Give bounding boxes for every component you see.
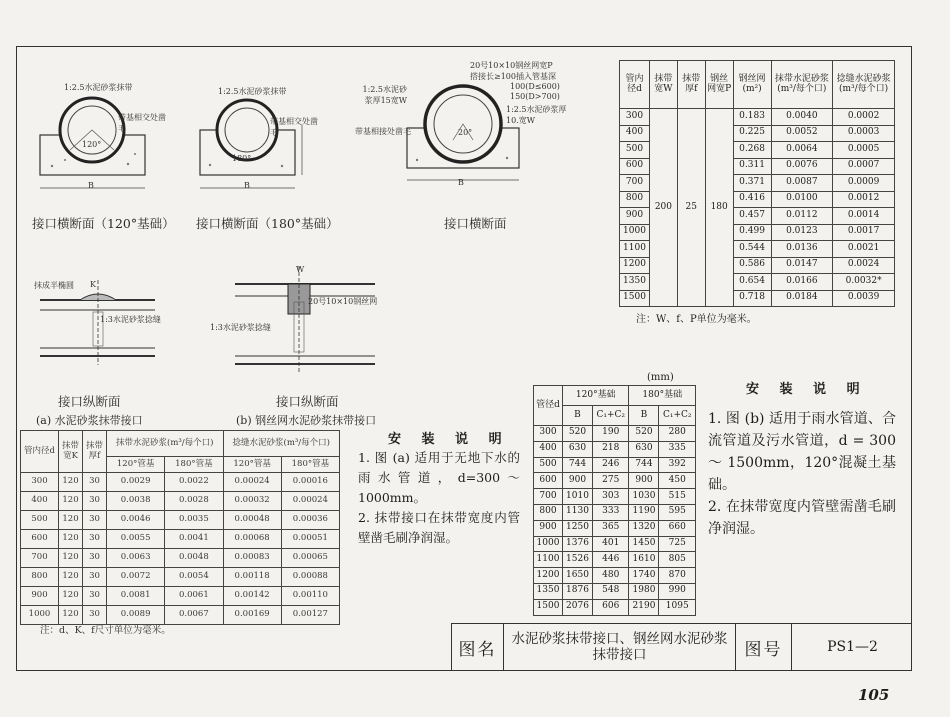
cell: 400	[534, 441, 563, 457]
cell-mesh: 0.416	[733, 191, 771, 208]
cell-mesh: 0.718	[733, 290, 771, 307]
cell: 660	[659, 520, 696, 536]
title-block-code-label: 图号	[736, 624, 792, 670]
cell-fill: 0.0003	[833, 125, 895, 142]
cell-d: 500	[620, 142, 650, 159]
cell: 120	[59, 492, 83, 511]
cell: 0.0055	[107, 530, 165, 549]
label-chisel-2: 带基相交处凿毛	[270, 117, 318, 137]
cell: 0.0035	[165, 511, 223, 530]
cell: 1650	[563, 568, 593, 584]
cell: 1000	[534, 536, 563, 552]
cell: 700	[534, 489, 563, 505]
cell-d: 900	[620, 208, 650, 225]
instructions-right-p1: 1. 图 (b) 适用于雨水管道、合流管道及污水管道，d = 300 ～ 1500mm，120°混凝土基础。	[708, 411, 896, 493]
cell: 630	[629, 441, 659, 457]
th-mesh: 钢丝网(m²)	[733, 61, 771, 109]
cross-section-180-drawing	[190, 80, 320, 200]
table-row	[534, 599, 696, 615]
cell-fill: 0.0021	[833, 241, 895, 258]
cell: 2076	[563, 599, 593, 615]
instructions-right-title: 安 装 说 明	[746, 382, 868, 397]
cell-band: 0.0112	[771, 208, 833, 225]
cell: 0.0028	[165, 492, 223, 511]
cell-mesh: 0.183	[733, 109, 771, 126]
cell-fill: 0.0039	[833, 290, 895, 307]
th-mid-120: 120°基础	[563, 386, 629, 406]
table-row	[21, 549, 340, 568]
label-b-1: B	[88, 181, 94, 190]
cell-band: 0.0064	[771, 142, 833, 159]
table-mid-unit: (mm)	[647, 372, 674, 383]
cell: 1740	[629, 568, 659, 584]
cell-shared-f: 25	[677, 109, 705, 307]
instructions-left-p1: 1. 图 (a) 适用于无地下水的雨水管道，d=300～1000mm。	[358, 450, 520, 505]
label-mesh-insert: 搭接长≥100插入管基深	[470, 72, 556, 81]
th-w: 抹带宽W	[649, 61, 677, 109]
label-mesh-top: 20号10×10钢丝网宽P	[470, 61, 553, 70]
cell: 0.00118	[223, 568, 281, 587]
cell: 0.00048	[223, 511, 281, 530]
cell-d: 1200	[620, 257, 650, 274]
cell-d: 1000	[620, 224, 650, 241]
table-row	[534, 568, 696, 584]
cell: 1450	[629, 536, 659, 552]
cell-band: 0.0087	[771, 175, 833, 192]
cell: 120	[59, 587, 83, 606]
cell: 700	[21, 549, 59, 568]
table-row	[21, 492, 340, 511]
instructions-right-p2: 2. 在抹带宽度内管壁需凿毛刷净润湿。	[708, 499, 896, 537]
base-dimension-table	[533, 385, 696, 616]
cell-mesh: 0.499	[733, 224, 771, 241]
cell-d: 600	[620, 158, 650, 175]
table-row	[534, 473, 696, 489]
cell: 300	[534, 426, 563, 442]
cell-mesh: 0.654	[733, 274, 771, 291]
cell-d: 1500	[620, 290, 650, 307]
th-f: 抹带厚f	[677, 61, 705, 109]
cell: 246	[592, 457, 629, 473]
cell: 446	[592, 552, 629, 568]
title-block-code: PS1—2	[827, 639, 878, 655]
cell: 0.00032	[223, 492, 281, 511]
cell: 0.0067	[165, 606, 223, 625]
cell-band: 0.0123	[771, 224, 833, 241]
label-mesh-d1: 100(D≤600)	[510, 82, 560, 91]
th-mid-c1: C₁+C₂	[592, 406, 629, 426]
th-left-b180a: 180°管基	[165, 457, 223, 473]
cell: 600	[21, 530, 59, 549]
cell-mesh: 0.586	[733, 257, 771, 274]
mortar-joint-table-body	[21, 473, 340, 625]
cell: 480	[592, 568, 629, 584]
th-mid-c2: C₁+C₂	[659, 406, 696, 426]
cell: 1200	[534, 568, 563, 584]
cell: 365	[592, 520, 629, 536]
table-row	[21, 587, 340, 606]
cell: 900	[534, 520, 563, 536]
cell: 30	[83, 530, 107, 549]
cell: 275	[592, 473, 629, 489]
label-w: W	[296, 265, 305, 274]
caption-cross-section-120: 接口横断面（120°基础）	[32, 216, 175, 231]
cell: 392	[659, 457, 696, 473]
th-mid-d: 管径d	[534, 386, 563, 426]
caption-longitudinal-b: 接口纵断面	[276, 394, 339, 409]
table-row	[534, 426, 696, 442]
cell: 800	[534, 504, 563, 520]
table-row	[21, 473, 340, 492]
cell: 1350	[534, 583, 563, 599]
cell: 1190	[629, 504, 659, 520]
label-angle-20: 20°	[458, 128, 473, 137]
cell: 0.0038	[107, 492, 165, 511]
cell: 30	[83, 492, 107, 511]
cell-d: 800	[620, 191, 650, 208]
label-angle-120: 120°	[82, 140, 102, 149]
cell: 280	[659, 426, 696, 442]
label-mortar-band-2: 1:2.5水泥砂浆抹带	[218, 87, 287, 96]
cell-fill: 0.0009	[833, 175, 895, 192]
mesh-joint-table-body	[620, 109, 895, 307]
cell-band: 0.0076	[771, 158, 833, 175]
th-band: 抹带水泥砂浆(m³/每个口)	[771, 61, 833, 109]
th-left-band: 抹带水泥砂浆(m³/每个口)	[107, 431, 224, 457]
table-row	[534, 441, 696, 457]
table-row	[534, 583, 696, 599]
th-left-f: 抹带厚f	[83, 431, 107, 473]
cell-mesh: 0.268	[733, 142, 771, 159]
cell: 218	[592, 441, 629, 457]
cell: 800	[21, 568, 59, 587]
label-mortar-10: 1:2.5水泥砂浆厚10.宽W	[506, 105, 567, 125]
label-mortar-fill-2: 1:3水泥砂浆捻缝	[210, 323, 271, 332]
cell: 0.00016	[281, 473, 339, 492]
cell: 300	[21, 473, 59, 492]
cell: 1000	[21, 606, 59, 625]
th-left-b120b: 120°管基	[223, 457, 281, 473]
th-left-b180b: 180°管基	[281, 457, 339, 473]
cell: 0.00024	[281, 492, 339, 511]
cell: 1320	[629, 520, 659, 536]
cell: 0.0054	[165, 568, 223, 587]
th-left-k: 抹带宽K	[59, 431, 83, 473]
cell: 725	[659, 536, 696, 552]
cell: 120	[59, 568, 83, 587]
th-p: 钢丝网宽P	[705, 61, 733, 109]
cell: 303	[592, 489, 629, 505]
table-left-note: 注：d、K、f尺寸单位为毫米。	[40, 625, 171, 636]
cell-d: 1350	[620, 274, 650, 291]
th-mid-b1: B	[563, 406, 593, 426]
cell-shared-p: 180	[705, 109, 733, 307]
table-row	[21, 568, 340, 587]
longitudinal-b-drawing	[230, 262, 380, 377]
cell: 30	[83, 473, 107, 492]
th-left-fill: 捻缝水泥砂浆(m³/每个口)	[223, 431, 340, 457]
cell: 0.00036	[281, 511, 339, 530]
th-d: 管内径d	[620, 61, 650, 109]
cell: 30	[83, 587, 107, 606]
cell: 0.00110	[281, 587, 339, 606]
cell: 1876	[563, 583, 593, 599]
instructions-right-body	[708, 408, 896, 540]
cell: 1100	[534, 552, 563, 568]
cell-shared-w: 200	[649, 109, 677, 307]
cell-mesh: 0.311	[733, 158, 771, 175]
cell: 30	[83, 511, 107, 530]
th-mid-180: 180°基础	[629, 386, 696, 406]
cell-fill: 0.0014	[833, 208, 895, 225]
cell-band: 0.0147	[771, 257, 833, 274]
cell: 500	[21, 511, 59, 530]
cell: 744	[629, 457, 659, 473]
cell: 630	[563, 441, 593, 457]
title-block	[451, 623, 912, 671]
cell: 600	[534, 473, 563, 489]
table-row	[534, 552, 696, 568]
cell: 0.0046	[107, 511, 165, 530]
label-semicircle: 抹成半椭圆	[34, 281, 74, 290]
cell: 1095	[659, 599, 696, 615]
cell: 0.0041	[165, 530, 223, 549]
label-k: K	[90, 280, 96, 289]
cell-mesh: 0.225	[733, 125, 771, 142]
caption-cross-section-mesh: 接口横断面	[444, 216, 507, 231]
cell: 30	[83, 606, 107, 625]
caption-cross-section-180: 接口横断面（180°基础）	[196, 216, 339, 231]
cell: 0.0029	[107, 473, 165, 492]
cell: 0.0072	[107, 568, 165, 587]
cell: 805	[659, 552, 696, 568]
mesh-joint-table	[619, 60, 895, 307]
cell: 0.00068	[223, 530, 281, 549]
cell-fill: 0.0024	[833, 257, 895, 274]
cell: 1030	[629, 489, 659, 505]
cell: 1610	[629, 552, 659, 568]
label-chisel: 带基相交处凿毛	[118, 113, 166, 133]
label-mortar-fill: 1:3水泥砂浆捻缝	[100, 315, 161, 324]
mortar-joint-table	[20, 430, 340, 625]
cell-mesh: 0.371	[733, 175, 771, 192]
cell: 500	[534, 457, 563, 473]
title-block-name: 水泥砂浆抹带接口、钢丝网水泥砂浆抹带接口	[504, 624, 736, 670]
cell: 120	[59, 549, 83, 568]
cell-d: 400	[620, 125, 650, 142]
cell-d: 300	[620, 109, 650, 126]
cell: 0.00169	[223, 606, 281, 625]
cell-fill: 0.0002	[833, 109, 895, 126]
cell: 990	[659, 583, 696, 599]
cell: 0.00083	[223, 549, 281, 568]
cell: 0.00065	[281, 549, 339, 568]
cell: 0.0022	[165, 473, 223, 492]
cell: 190	[592, 426, 629, 442]
cell-fill: 0.0012	[833, 191, 895, 208]
th-fill: 捻缝水泥砂浆(m³/每个口)	[833, 61, 895, 109]
th-left-d: 管内径d	[21, 431, 59, 473]
cell: 1980	[629, 583, 659, 599]
cell-band: 0.0166	[771, 274, 833, 291]
cell: 120	[59, 511, 83, 530]
cell-mesh: 0.544	[733, 241, 771, 258]
cell: 520	[629, 426, 659, 442]
cell: 0.0063	[107, 549, 165, 568]
cell-d: 700	[620, 175, 650, 192]
cell: 450	[659, 473, 696, 489]
cell: 1526	[563, 552, 593, 568]
cell-fill: 0.0007	[833, 158, 895, 175]
cell: 515	[659, 489, 696, 505]
page-number: 105	[858, 686, 890, 704]
instructions-left-body	[358, 448, 520, 548]
cell: 120	[59, 530, 83, 549]
caption-longitudinal-a: 接口纵断面	[58, 394, 121, 409]
cell: 400	[21, 492, 59, 511]
cell: 333	[592, 504, 629, 520]
cell-fill: 0.0005	[833, 142, 895, 159]
cell: 900	[21, 587, 59, 606]
base-dimension-table-body	[534, 426, 696, 616]
cell-fill: 0.0032*	[833, 274, 895, 291]
cell: 900	[629, 473, 659, 489]
cell: 900	[563, 473, 593, 489]
table-row	[21, 530, 340, 549]
cell: 1130	[563, 504, 593, 520]
label-mortar-15: 1:2.5水泥砂浆厚15宽W	[362, 85, 407, 105]
label-mesh-d2: 150(D>700)	[510, 92, 560, 101]
cell: 0.00127	[281, 606, 339, 625]
table-row	[534, 504, 696, 520]
cell: 0.0061	[165, 587, 223, 606]
label-mesh-long: 20号10×10钢丝网	[308, 297, 378, 306]
table-row	[534, 536, 696, 552]
cell: 120	[59, 473, 83, 492]
cell: 870	[659, 568, 696, 584]
cell: 0.00142	[223, 587, 281, 606]
title-block-name-label: 图名	[452, 624, 504, 670]
cell: 120	[59, 606, 83, 625]
th-mid-b2: B	[629, 406, 659, 426]
table-row	[21, 511, 340, 530]
cell: 1250	[563, 520, 593, 536]
cell: 520	[563, 426, 593, 442]
instructions-left-p2: 2. 抹带接口在抹带宽度内管壁凿毛刷净润湿。	[358, 510, 520, 545]
cell-band: 0.0040	[771, 109, 833, 126]
cell: 0.00088	[281, 568, 339, 587]
cell: 401	[592, 536, 629, 552]
cell-fill: 0.0017	[833, 224, 895, 241]
cell: 1500	[534, 599, 563, 615]
table-right-note: 注：W、f、P单位为毫米。	[636, 314, 757, 325]
cell: 0.0089	[107, 606, 165, 625]
label-b-2: B	[244, 181, 250, 190]
instructions-left-title: 安 装 说 明	[388, 432, 510, 447]
cell: 335	[659, 441, 696, 457]
cell-band: 0.0184	[771, 290, 833, 307]
cell: 0.00024	[223, 473, 281, 492]
cell: 744	[563, 457, 593, 473]
th-left-b120a: 120°管基	[107, 457, 165, 473]
label-angle-180: 180°	[232, 154, 252, 163]
cell: 548	[592, 583, 629, 599]
cell-band: 0.0052	[771, 125, 833, 142]
cell: 606	[592, 599, 629, 615]
cell-band: 0.0100	[771, 191, 833, 208]
table-row	[534, 457, 696, 473]
label-mortar-band: 1:2.5水泥砂浆抹带	[64, 83, 133, 92]
label-b-3: B	[458, 178, 464, 187]
cell: 0.0048	[165, 549, 223, 568]
table-row	[534, 520, 696, 536]
cell-d: 1100	[620, 241, 650, 258]
label-chisel-3: 带基相接处凿毛	[355, 127, 411, 136]
cell: 0.0081	[107, 587, 165, 606]
cell: 30	[83, 568, 107, 587]
cell-mesh: 0.457	[733, 208, 771, 225]
cell: 1376	[563, 536, 593, 552]
caption-figure-a: (a) 水泥砂浆抹带接口	[36, 414, 143, 427]
table-row	[534, 489, 696, 505]
cell: 0.00051	[281, 530, 339, 549]
cell: 2190	[629, 599, 659, 615]
caption-figure-b: (b) 钢丝网水泥砂浆抹带接口	[236, 414, 377, 427]
cell: 595	[659, 504, 696, 520]
table-row	[620, 109, 895, 126]
cell-band: 0.0136	[771, 241, 833, 258]
cell: 30	[83, 549, 107, 568]
cell: 1010	[563, 489, 593, 505]
